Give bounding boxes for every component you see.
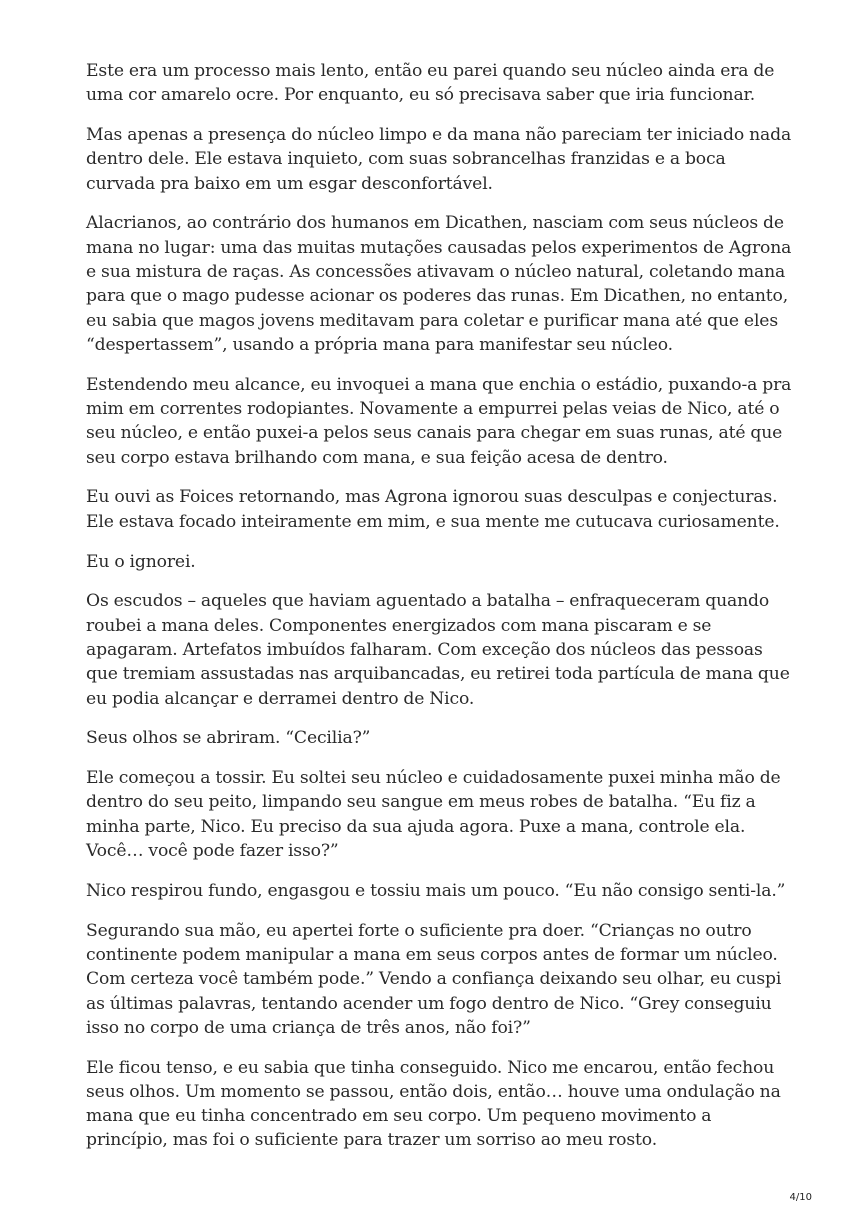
- paragraph-5: Eu ouvi as Foices retornando, mas Agrona ignorou suas desculpas e conjecturas. Ele estava focado inteiramente em mim, e sua mente me cutucava curiosamente.: [86, 487, 780, 532]
- paragraph-6: Eu o ignorei.: [86, 551, 196, 572]
- paragraph-8: Seus olhos se abriram. “Cecilia?”: [86, 728, 371, 749]
- paragraph-3: Alacrianos, ao contrário dos humanos em Dicathen, nasciam com seus núcleos de mana no lugar: uma das muitas mutações causadas pelos experimentos de Agrona e sua mistura de raças. As concessões ativavam o núcleo natural, coletando mana para que o mago pudesse acionar os poderes das runas. Em Dicathen, no entanto, eu sabia que magos jovens meditavam para coletar e purificar mana até que eles “despertassem”, usando a própria mana para manifestar seu núcleo.: [86, 213, 792, 355]
- paragraph-9: Ele começou a tossir. Eu soltei seu núcleo e cuidadosamente puxei minha mão de dentro do seu peito, limpando seu sangue em meus robes de batalha. “Eu fiz a minha parte, Nico. Eu preciso da sua ajuda agora. Puxe a mana, controle ela. Você… você pode fazer isso?”: [86, 768, 781, 862]
- paragraph-4: Estendendo meu alcance, eu invoquei a mana que enchia o estádio, puxando-a pra mim em correntes rodopiantes. Novamente a empurrei pelas veias de Nico, até o seu núcleo, e então puxei-a pelos seus canais para chegar em suas runas, até que seu corpo estava brilhando com mana, e sua feição acesa de dentro.: [86, 374, 792, 468]
- paragraph-11: Segurando sua mão, eu apertei forte o suficiente pra doer. “Crianças no outro continente podem manipular a mana em seus corpos antes de formar um núcleo. Com certeza você também pode.” Vendo a confiança deixando seu olhar, eu cuspi as últimas palavras, tentando acender um fogo dentro de Nico. “Grey conseguiu isso no corpo de uma criança de três anos, não foi?”: [86, 920, 782, 1038]
- page-number: 4/10: [789, 1192, 812, 1203]
- paragraph-2: Mas apenas a presença do núcleo limpo e da mana não pareciam ter iniciado nada dentro dele. Ele estava inquieto, com suas sobrancelhas franzidas e a boca curvada pra baixo em um esgar desconfortável.: [86, 125, 792, 194]
- paragraph-1: Este era um processo mais lento, então eu parei quando seu núcleo ainda era de uma cor amarelo ocre. Por enquanto, eu só precisava saber que iria funcionar.: [86, 61, 775, 106]
- body-text: [86, 59, 798, 1168]
- paragraph-7: Os escudos – aqueles que haviam aguentado a batalha – enfraqueceram quando roubei a mana deles. Componentes energizados com mana piscaram e se apagaram. Artefatos imbuídos falharam. Com exceção dos núcleos das pessoas que tremiam assustadas nas arquibancadas, eu retirei toda partícula de mana que eu podia alcançar e derramei dentro de Nico.: [86, 591, 790, 709]
- paragraph-12: Ele ficou tenso, e eu sabia que tinha conseguido. Nico me encarou, então fechou seus olhos. Um momento se passou, então dois, então… houve uma ondulação na mana que eu tinha concentrado em seu corpo. Um pequeno movimento a princípio, mas foi o suficiente para trazer um sorriso ao meu rosto.: [86, 1057, 781, 1151]
- paragraph-10: Nico respirou fundo, engasgou e tossiu mais um pouco. “Eu não consigo senti-la.”: [86, 880, 786, 901]
